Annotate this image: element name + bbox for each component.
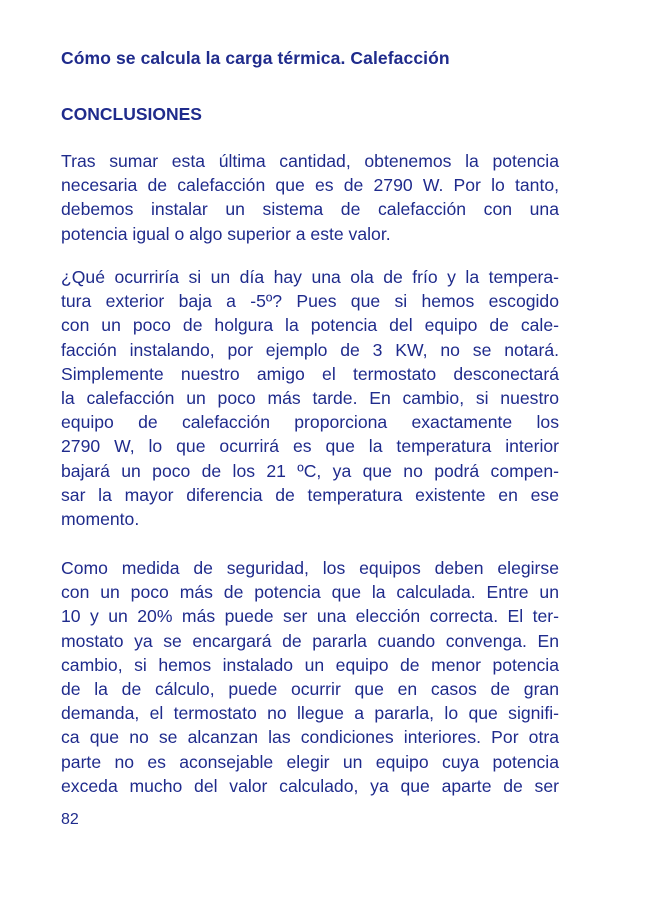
text-line: mostato ya se encargará de pararla cuando convenga. En — [61, 630, 559, 651]
running-header-title: Cómo se calcula la carga térmica. Calefacción — [61, 48, 450, 68]
paragraph-1 — [61, 149, 559, 246]
text-line: necesaria de calefacción que es de 2790 W. Por lo tanto, — [61, 175, 559, 196]
page-number: 82 — [61, 811, 79, 828]
text-line: facción instalando, por ejemplo de 3 KW, no se notará. — [61, 339, 559, 360]
text-line: ca que no se alcanzan las condiciones interiores. Por otra — [61, 727, 559, 748]
text-line: la calefacción un poco más tarde. En cambio, si nuestro — [61, 387, 559, 408]
text-line: debemos instalar un sistema de calefacción con una — [61, 199, 559, 220]
text-line: demanda, el termostato no llegue a pararla, lo que signifi- — [61, 703, 559, 724]
text-line: de la de cálculo, puede ocurrir que en casos de gran — [61, 678, 559, 699]
text-line: sar la mayor diferencia de temperatura existente en ese — [61, 484, 559, 505]
text-line: Simplemente nuestro amigo el termostato desconectará — [61, 363, 559, 384]
text-line: Como medida de seguridad, los equipos deben elegirse — [61, 558, 559, 578]
text-line: momento. — [61, 508, 140, 529]
text-line: cambio, si hemos instalado un equipo de menor potencia — [61, 654, 559, 675]
text-line: potencia igual o algo superior a este valor. — [61, 223, 391, 244]
text-line: 2790 W, lo que ocurrirá es que la temperatura interior — [61, 436, 559, 457]
text-line: exceda mucho del valor calculado, ya que aparte de ser — [61, 775, 559, 796]
text-line: equipo de calefacción proporciona exactamente los — [61, 412, 559, 433]
text-line: bajará un poco de los 21 ºC, ya que no podrá compen- — [61, 460, 559, 481]
text-line: con un poco de holgura la potencia del equipo de cale- — [61, 315, 559, 336]
text-line: 10 y un 20% más puede ser una elección correcta. El ter- — [61, 606, 559, 627]
text-line: tura exterior baja a -5º? Pues que si hemos escogido — [61, 291, 559, 312]
text-line: parte no es aconsejable elegir un equipo cuya potencia — [61, 751, 559, 772]
section-heading: CONCLUSIONES — [61, 104, 202, 124]
paragraph-2 — [61, 265, 559, 531]
text-line: con un poco más de potencia que la calculada. Entre un — [61, 582, 559, 603]
paragraph-3 — [61, 556, 559, 798]
text-line: ¿Qué ocurriría si un día hay una ola de frío y la tempera- — [61, 267, 559, 287]
text-line: Tras sumar esta última cantidad, obtenemos la potencia — [61, 151, 559, 171]
